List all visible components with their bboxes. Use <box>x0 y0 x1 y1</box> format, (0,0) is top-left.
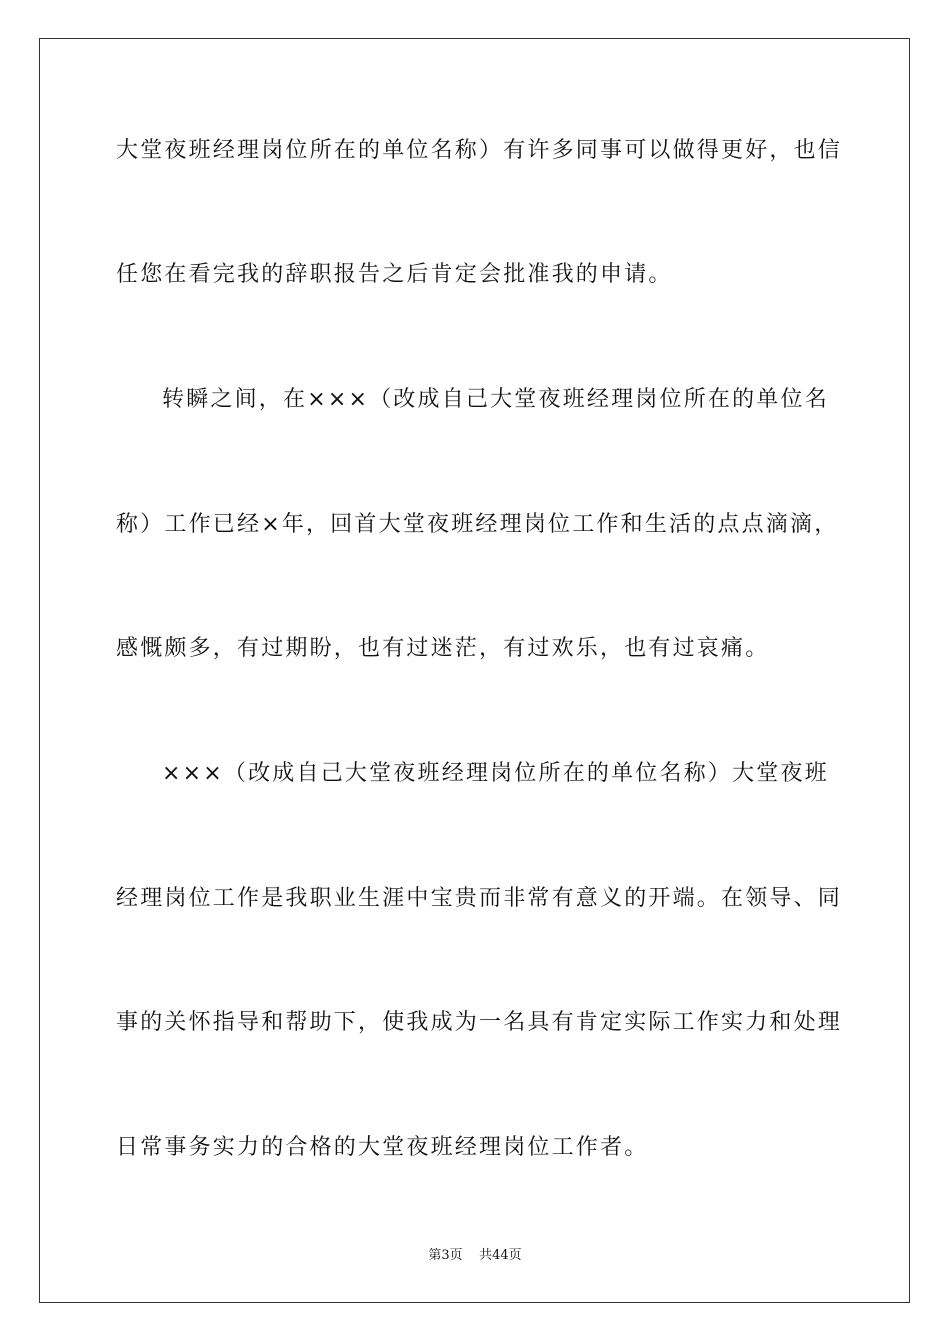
paragraph-line: 转瞬之间，在×××（改成自己大堂夜班经理岗位所在的单位名 <box>162 387 829 412</box>
paragraph-line: 经理岗位工作是我职业生涯中宝贵而非常有意义的开端。在领导、同 <box>116 886 843 911</box>
paragraph-line: ×××（改成自己大堂夜班经理岗位所在的单位名称）大堂夜班 <box>162 761 829 786</box>
page-total: 共44页 <box>479 1248 522 1263</box>
paragraph-line: 事的关怀指导和帮助下，使我成为一名具有肯定实际工作实力和处理 <box>116 1010 843 1035</box>
paragraph-line: 感慨颇多，有过期盼，也有过迷茫，有过欢乐，也有过哀痛。 <box>116 636 770 661</box>
page-footer <box>0 1248 950 1264</box>
paragraph-line: 大堂夜班经理岗位所在的单位名称）有许多同事可以做得更好，也信 <box>116 138 843 163</box>
paragraph-line: 日常事务实力的合格的大堂夜班经理岗位工作者。 <box>116 1135 649 1160</box>
paragraph-line: 任您在看完我的辞职报告之后肯定会批准我的申请。 <box>116 262 673 287</box>
page-border <box>39 38 910 1303</box>
page-number: 第3页 <box>428 1248 463 1263</box>
paragraph-line: 称）工作已经×年，回首大堂夜班经理岗位工作和生活的点点滴滴， <box>116 512 839 537</box>
